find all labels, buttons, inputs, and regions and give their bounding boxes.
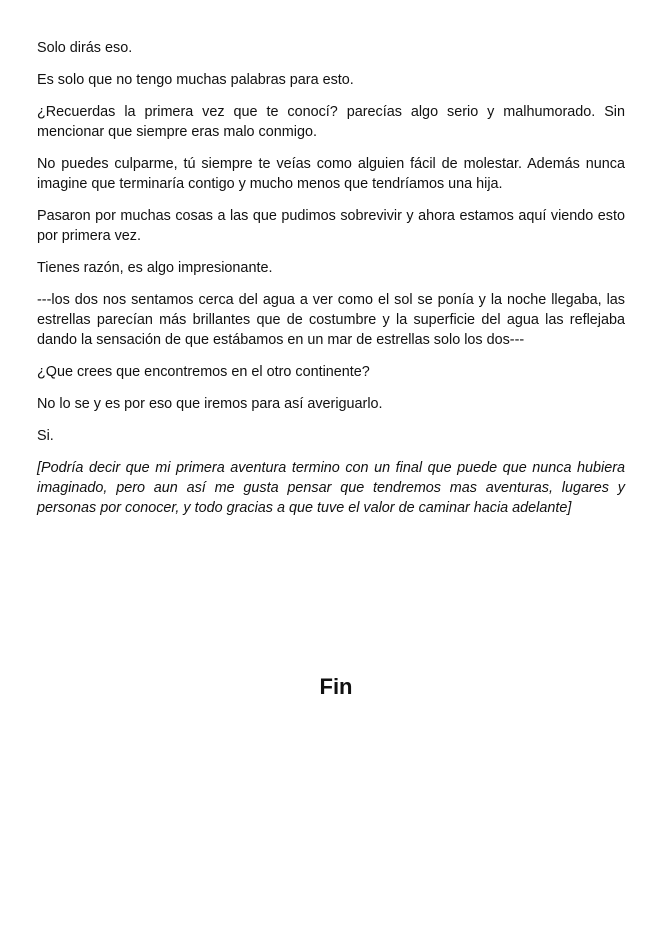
paragraph-2: Es solo que no tengo muchas palabras para esto. [37, 72, 354, 88]
paragraph-9: No lo se y es por eso que iremos para así averiguarlo. [37, 396, 383, 412]
ending-title: Fin [319, 674, 353, 699]
paragraph-3: ¿Recuerdas la primera vez que te conocí? parecías algo serio y malhumorado. Sin mencionar que siempre eras malo conmigo. [37, 104, 625, 140]
paragraph-6: Tienes razón, es algo impresionante. [37, 260, 273, 276]
paragraph-10: Si. [37, 428, 54, 444]
paragraph-4: No puedes culparme, tú siempre te veías como alguien fácil de molestar. Además nunca imagine que terminaría contigo y mucho menos que tendríamos una hija. [37, 156, 625, 192]
closing-narration: [Podría decir que mi primera aventura termino con un final que puede que nunca hubiera imaginado, pero aun así me gusta pensar que tendremos mas aventuras, lugares y personas por conocer, y todo gracias a que tuve el valor de caminar hacia adelante] [37, 460, 625, 516]
paragraph-5: Pasaron por muchas cosas a las que pudimos sobrevivir y ahora estamos aquí viendo esto por primera vez. [37, 208, 625, 244]
paragraph-8: ¿Que crees que encontremos en el otro continente? [37, 364, 370, 380]
paragraph-1: Solo dirás eso. [37, 40, 133, 56]
paragraph-7: ---los dos nos sentamos cerca del agua a ver como el sol se ponía y la noche llegaba, las estrellas parecían más brillantes que de costumbre y la superficie del agua las reflejaba dando la sensación de que estábamos en un mar de estrellas solo los dos--- [37, 292, 625, 348]
